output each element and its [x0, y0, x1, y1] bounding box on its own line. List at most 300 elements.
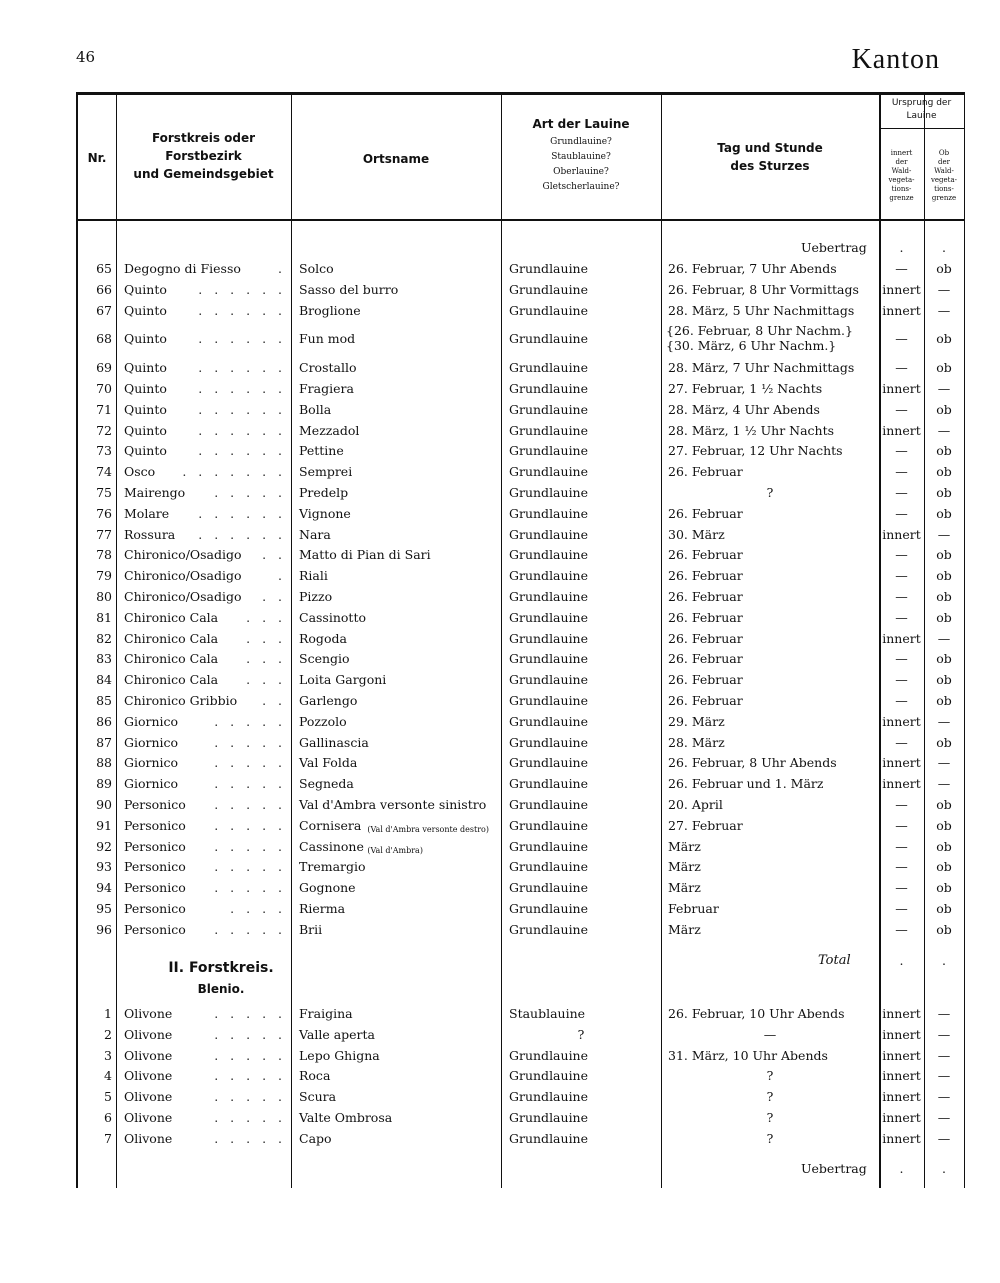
page-number: 46: [76, 48, 96, 66]
row-dots: . . .: [246, 630, 286, 646]
row-dots: . . . . . .: [198, 422, 286, 438]
row-art: Grundlauine: [509, 331, 589, 347]
row-nr: 4: [104, 1068, 112, 1084]
header-ob: Ob der Wald- vegeta- tions- grenze: [930, 149, 958, 202]
row-innert: —: [895, 859, 908, 875]
row-art: Staublauine: [509, 1006, 586, 1021]
total-label: Total: [818, 953, 851, 968]
row-nr: 1: [104, 1006, 112, 1021]
row-dots: . . . . .: [214, 797, 286, 812]
row-ortsname: Vignone: [299, 505, 351, 521]
row-dots: . .: [262, 589, 286, 604]
row-nr: 75: [96, 485, 112, 500]
row-dots: . . . . .: [214, 1089, 286, 1105]
row-art: Grundlauine: [509, 713, 589, 729]
row-art: Grundlauine: [509, 281, 589, 297]
row-nr: 92: [96, 838, 112, 854]
row-ob: —: [937, 281, 951, 297]
row-forstkreis: Chironico/Osadigo: [124, 589, 242, 604]
row-innert: —: [895, 672, 908, 688]
row-forstkreis: Quinto: [124, 381, 167, 396]
row-nr: 90: [96, 797, 112, 812]
row-ob: ob: [936, 443, 952, 459]
row-art: Grundlauine: [509, 734, 589, 750]
row-dots: . . .: [246, 672, 286, 688]
row-ob: ob: [936, 921, 952, 937]
header-innert: innert der Wald- vegeta- tions- grenze: [888, 149, 915, 202]
row-ob: —: [937, 1006, 951, 1021]
row-nr: 82: [96, 630, 112, 646]
row-innert: —: [895, 401, 908, 417]
row-nr: 89: [96, 776, 112, 792]
row-ortsname: Pettine: [299, 443, 344, 459]
row-tag: 26. Februar: [668, 672, 743, 688]
row-ortsname-note: (Val d'Ambra): [367, 845, 423, 855]
row-tag: 26. Februar, 8 Uhr Abends: [668, 755, 837, 771]
row-forstkreis: Quinto: [124, 331, 167, 347]
row-ob: ob: [936, 693, 952, 708]
row-dots: . . . . .: [214, 1006, 286, 1021]
row-dots: . . . . .: [214, 713, 286, 729]
header-ortsname: Ortsname: [362, 152, 430, 166]
row-art: Grundlauine: [509, 838, 589, 854]
row-innert: —: [895, 331, 908, 347]
row-forstkreis: Olivone: [124, 1130, 173, 1146]
row-ortsname: Predelp: [299, 485, 349, 500]
header-nr: Nr.: [87, 151, 107, 165]
row-tag: 26. Februar, 10 Uhr Abends: [668, 1006, 845, 1021]
row-tag: 28. März, 5 Uhr Nachmittags: [668, 302, 855, 318]
row-ortsname: Garlengo: [299, 693, 358, 708]
row-ortsname: Sasso del burro: [299, 281, 399, 297]
row-ob: ob: [936, 261, 952, 276]
row-nr: 73: [96, 443, 112, 459]
row-ortsname: Bolla: [299, 401, 332, 417]
row-forstkreis: Olivone: [124, 1047, 173, 1063]
row-tag: ?: [766, 1110, 774, 1125]
row-art: Grundlauine: [509, 360, 589, 376]
row-tag: 26. Februar: [668, 568, 743, 584]
row-forstkreis: Chironico/Osadigo: [124, 568, 242, 584]
row-ob: —: [937, 713, 951, 729]
row-tag: 26. Februar: [668, 547, 743, 563]
row-forstkreis: Mairengo: [124, 485, 186, 500]
row-art: Grundlauine: [509, 261, 589, 276]
row-ortsname: Valte Ombrosa: [299, 1110, 393, 1125]
row-art: Grundlauine: [509, 755, 589, 771]
row-ob: ob: [936, 401, 952, 417]
row-innert: —: [895, 464, 908, 480]
row-innert: —: [895, 734, 908, 750]
row-dots: . . . . .: [214, 880, 286, 896]
row-tag: 30. März: [668, 526, 725, 542]
row-forstkreis: Chironico Gribbio: [124, 693, 238, 708]
row-ob: —: [937, 630, 951, 646]
row-nr: 72: [96, 422, 112, 438]
col-rule: [501, 95, 502, 1188]
row-art: Grundlauine: [509, 1130, 589, 1146]
row-nr: 94: [96, 880, 112, 896]
row-innert: innert: [882, 1006, 921, 1021]
row-innert: —: [895, 901, 908, 916]
row-tag: 26. Februar: [668, 651, 743, 667]
row-innert: —: [895, 360, 908, 376]
row-nr: 95: [96, 901, 112, 916]
row-forstkreis: Degogno di Fiesso: [124, 261, 241, 276]
row-nr: 96: [96, 921, 112, 937]
row-art: ?: [577, 1026, 585, 1042]
row-ortsname: Pizzo: [299, 589, 333, 604]
row-nr: 78: [96, 547, 112, 563]
row-tag: Februar: [668, 901, 719, 916]
uebertrag-label: Uebertrag: [801, 240, 867, 255]
col-rule: [661, 95, 662, 1188]
row-tag: 26. Februar: [668, 505, 743, 521]
row-ortsname: Gallinascia: [299, 734, 369, 750]
row-innert: —: [895, 797, 908, 812]
header-art-options: Grundlauine? Staublauine? Oberlauine? Gletscherlauine?: [542, 137, 620, 192]
row-forstkreis: Giornico: [124, 734, 179, 750]
row-ortsname: Lepo Ghigna: [299, 1047, 380, 1063]
row-ob: ob: [936, 505, 952, 521]
row-art: Grundlauine: [509, 1068, 589, 1084]
uebertrag-ob: .: [942, 240, 946, 255]
row-ob: —: [937, 1047, 951, 1063]
row-art: Grundlauine: [509, 859, 589, 875]
row-ob: ob: [936, 464, 952, 480]
row-tag: 26. Februar: [668, 609, 743, 625]
row-art: Grundlauine: [509, 672, 589, 688]
row-ob: ob: [936, 651, 952, 667]
row-nr: 2: [104, 1026, 112, 1042]
row-dots: . . . . .: [214, 1068, 286, 1084]
row-ortsname: Cassinotto: [299, 609, 366, 625]
row-tag: 26. Februar, 8 Uhr Vormittags: [668, 281, 859, 297]
row-art: Grundlauine: [509, 526, 589, 542]
row-ortsname-note: (Val d'Ambra versonte destro): [367, 824, 489, 834]
row-tag: 26. Februar: [668, 693, 743, 708]
section-subtitle: Blenio.: [197, 982, 245, 996]
header-forstkreis: Forstkreis oder Forstbezirk und Gemeindsgebiet: [133, 131, 274, 181]
row-dots: . . . . . .: [198, 401, 286, 417]
row-tag-2: {30. März, 6 Uhr Nachm.}: [666, 338, 837, 354]
row-ortsname: Semprei: [299, 464, 353, 480]
header-art: Art der Lauine: [532, 117, 630, 131]
row-dots: . . . . . .: [198, 302, 286, 318]
row-nr: 74: [96, 464, 112, 480]
row-ob: ob: [936, 360, 952, 376]
row-innert: —: [895, 921, 908, 937]
row-art: Grundlauine: [509, 422, 589, 438]
row-dots: . . . . .: [214, 859, 286, 875]
row-art: Grundlauine: [509, 651, 589, 667]
row-tag: 29. März: [668, 713, 725, 729]
row-dots: . . . . .: [214, 1130, 286, 1146]
avalanche-table: [76, 92, 965, 1188]
row-dots: . . . . .: [214, 1110, 286, 1125]
uebertrag-innert: .: [899, 240, 904, 255]
row-dots: . . .: [246, 651, 286, 667]
row-nr: 85: [96, 693, 112, 708]
row-ortsname: Broglione: [299, 302, 361, 318]
col-rule: [291, 95, 292, 1188]
row-tag: 28. März, 7 Uhr Nachmittags: [668, 360, 855, 376]
row-forstkreis: Olivone: [124, 1006, 173, 1021]
row-nr: 66: [96, 281, 112, 297]
row-innert: —: [895, 609, 908, 625]
row-dots: . . . . . .: [198, 381, 286, 396]
row-art: Grundlauine: [509, 547, 589, 563]
row-forstkreis: Osco: [124, 464, 156, 480]
row-tag: 27. Februar, 12 Uhr Nachts: [668, 443, 843, 459]
row-tag: ?: [766, 1089, 774, 1105]
row-ob: ob: [936, 838, 952, 854]
row-ob: ob: [936, 609, 952, 625]
row-nr: 71: [96, 401, 112, 417]
row-ob: ob: [936, 901, 952, 916]
row-innert: innert: [882, 1047, 921, 1063]
row-innert: —: [895, 589, 908, 604]
row-innert: innert: [882, 630, 921, 646]
row-tag: 26. Februar: [668, 630, 743, 646]
row-art: Grundlauine: [509, 901, 589, 916]
row-ob: —: [937, 1130, 951, 1146]
row-nr: 69: [96, 360, 112, 376]
row-innert: —: [895, 568, 908, 584]
row-innert: —: [895, 505, 908, 521]
row-ortsname: Loita Gargoni: [299, 672, 387, 688]
row-forstkreis: Olivone: [124, 1068, 173, 1084]
row-forstkreis: Personico: [124, 817, 186, 833]
row-art: Grundlauine: [509, 589, 589, 604]
row-innert: innert: [882, 713, 921, 729]
row-ob: —: [937, 381, 951, 396]
row-ob: ob: [936, 331, 952, 347]
row-ortsname: Rierma: [299, 901, 346, 916]
row-forstkreis: Quinto: [124, 281, 167, 297]
row-art: Grundlauine: [509, 921, 589, 937]
row-art: Grundlauine: [509, 302, 589, 318]
row-dots: . . . .: [230, 901, 286, 916]
uebertrag-end-innert: .: [899, 1161, 904, 1176]
row-ortsname: Fun mod: [299, 331, 356, 347]
section-title: II. Forstkreis.: [168, 960, 274, 976]
row-nr: 68: [96, 331, 112, 347]
row-forstkreis: Olivone: [124, 1089, 173, 1105]
row-ortsname: Mezzadol: [299, 422, 360, 438]
row-nr: 6: [104, 1110, 112, 1125]
row-innert: innert: [882, 422, 921, 438]
row-innert: innert: [882, 302, 921, 318]
row-ortsname: Fraigina: [299, 1006, 353, 1021]
uebertrag-end-ob: .: [942, 1161, 946, 1176]
row-innert: innert: [882, 1130, 921, 1146]
row-tag: ?: [766, 485, 774, 500]
row-tag: 26. Februar und 1. März: [668, 776, 824, 792]
row-nr: 76: [96, 505, 112, 521]
row-tag: 28. März, 1 ½ Uhr Nachts: [668, 422, 835, 438]
row-dots: . .: [262, 547, 286, 563]
total-innert: .: [899, 953, 904, 968]
row-ortsname: Capo: [299, 1130, 332, 1146]
row-dots: .: [278, 261, 286, 276]
row-ortsname: Roca: [299, 1068, 331, 1084]
row-ob: ob: [936, 880, 952, 896]
row-innert: —: [895, 443, 908, 459]
row-forstkreis: Quinto: [124, 443, 167, 459]
row-innert: innert: [882, 1110, 921, 1125]
row-ortsname: Cassinone: [299, 838, 364, 854]
row-ob: —: [937, 302, 951, 318]
row-art: Grundlauine: [509, 797, 589, 812]
row-forstkreis: Giornico: [124, 713, 179, 729]
row-forstkreis: Quinto: [124, 302, 167, 318]
uebertrag-end-label: Uebertrag: [801, 1161, 867, 1176]
row-tag: ?: [766, 1068, 774, 1084]
header-ursprung: Ursprung der Lauine: [891, 98, 952, 121]
row-innert: —: [895, 261, 908, 276]
row-dots: . . . . . .: [198, 360, 286, 376]
row-forstkreis: Chironico Cala: [124, 609, 219, 625]
row-nr: 84: [96, 672, 112, 688]
row-ortsname: Valle aperta: [299, 1026, 376, 1042]
row-forstkreis: Molare: [124, 505, 170, 521]
row-tag: 26. Februar, 7 Uhr Abends: [668, 261, 837, 276]
row-art: Grundlauine: [509, 609, 589, 625]
row-innert: innert: [882, 776, 921, 792]
row-forstkreis: Chironico/Osadigo: [124, 547, 242, 563]
row-ortsname: Riali: [299, 568, 328, 584]
row-tag: —: [763, 1026, 777, 1042]
row-art: Grundlauine: [509, 381, 589, 396]
row-ortsname: Brii: [299, 921, 323, 937]
header-rule: [78, 219, 964, 221]
row-ob: ob: [936, 589, 952, 604]
row-nr: 91: [96, 817, 112, 833]
row-ob: ob: [936, 859, 952, 875]
row-ob: —: [937, 776, 951, 792]
running-head: Kanton: [851, 44, 940, 75]
row-art: Grundlauine: [509, 443, 589, 459]
row-ortsname: Scengio: [299, 651, 350, 667]
row-tag: 28. März: [668, 734, 725, 750]
row-innert: innert: [882, 1068, 921, 1084]
row-nr: 3: [104, 1047, 112, 1063]
row-nr: 86: [96, 713, 112, 729]
row-ob: ob: [936, 485, 952, 500]
row-tag: 27. Februar: [668, 817, 743, 833]
row-forstkreis: Olivone: [124, 1110, 173, 1125]
row-forstkreis: Personico: [124, 797, 186, 812]
row-ortsname: Tremargio: [299, 859, 366, 875]
row-art: Grundlauine: [509, 1047, 589, 1063]
row-ob: ob: [936, 547, 952, 563]
row-ortsname: Gognone: [299, 880, 356, 896]
row-innert: —: [895, 651, 908, 667]
row-ob: ob: [936, 568, 952, 584]
row-ortsname: Pozzolo: [299, 713, 347, 729]
row-ortsname: Val Folda: [299, 755, 358, 771]
row-forstkreis: Quinto: [124, 422, 167, 438]
row-forstkreis: Quinto: [124, 360, 167, 376]
row-dots: . . . . .: [214, 734, 286, 750]
row-ortsname: Nara: [299, 526, 331, 542]
row-dots: . . . . .: [214, 921, 286, 937]
row-ortsname: Val d'Ambra versonte sinistro: [299, 797, 487, 812]
row-art: Grundlauine: [509, 568, 589, 584]
row-ob: ob: [936, 672, 952, 688]
row-ob: —: [937, 1068, 951, 1084]
row-forstkreis: Rossura: [124, 526, 176, 542]
row-forstkreis: Personico: [124, 838, 186, 854]
row-innert: —: [895, 485, 908, 500]
row-nr: 83: [96, 651, 112, 667]
row-ortsname: Matto di Pian di Sari: [299, 547, 431, 563]
row-art: Grundlauine: [509, 505, 589, 521]
row-dots: . . . . .: [214, 1026, 286, 1042]
row-tag: März: [668, 838, 701, 854]
row-tag: März: [668, 921, 701, 937]
row-innert: innert: [882, 1026, 921, 1042]
row-dots: . . . . . .: [198, 443, 286, 459]
row-art: Grundlauine: [509, 1089, 589, 1105]
row-forstkreis: Giornico: [124, 776, 179, 792]
row-forstkreis: Olivone: [124, 1026, 173, 1042]
row-ob: —: [937, 1089, 951, 1105]
header-tag: Tag und Stunde des Sturzes: [717, 141, 823, 173]
row-innert: —: [895, 880, 908, 896]
row-forstkreis: Personico: [124, 901, 186, 916]
row-nr: 7: [104, 1130, 112, 1146]
row-art: Grundlauine: [509, 817, 589, 833]
row-ortsname: Fragiera: [299, 381, 354, 396]
row-nr: 65: [96, 261, 112, 276]
row-nr: 79: [96, 568, 112, 584]
row-art: Grundlauine: [509, 880, 589, 896]
row-forstkreis: Personico: [124, 880, 186, 896]
row-dots: . . . . . . .: [182, 464, 286, 480]
row-forstkreis: Quinto: [124, 401, 167, 417]
row-ob: ob: [936, 817, 952, 833]
row-dots: . .: [262, 693, 286, 708]
row-tag: 26. Februar: [668, 464, 743, 480]
row-innert: —: [895, 838, 908, 854]
row-art: Grundlauine: [509, 630, 589, 646]
row-forstkreis: Personico: [124, 859, 186, 875]
row-ob: —: [937, 422, 951, 438]
row-ortsname: Cornisera: [299, 817, 362, 833]
row-dots: . . . . . .: [198, 281, 286, 297]
header-sub-rule: [879, 128, 964, 129]
row-nr: 88: [96, 755, 112, 771]
row-forstkreis: Personico: [124, 921, 186, 937]
row-nr: 77: [96, 526, 112, 542]
row-tag: 20. April: [668, 797, 723, 812]
row-innert: —: [895, 693, 908, 708]
row-ob: —: [937, 1110, 951, 1125]
row-dots: . . . . .: [214, 755, 286, 771]
row-tag: 28. März, 4 Uhr Abends: [668, 401, 820, 417]
row-tag: ?: [766, 1130, 774, 1146]
row-dots: . . . . .: [214, 1047, 286, 1063]
row-tag: 31. März, 10 Uhr Abends: [668, 1047, 828, 1063]
row-innert: innert: [882, 755, 921, 771]
row-ob: ob: [936, 734, 952, 750]
row-ortsname: Rogoda: [299, 630, 347, 646]
row-innert: —: [895, 817, 908, 833]
row-dots: . . . . .: [214, 776, 286, 792]
row-art: Grundlauine: [509, 401, 589, 417]
